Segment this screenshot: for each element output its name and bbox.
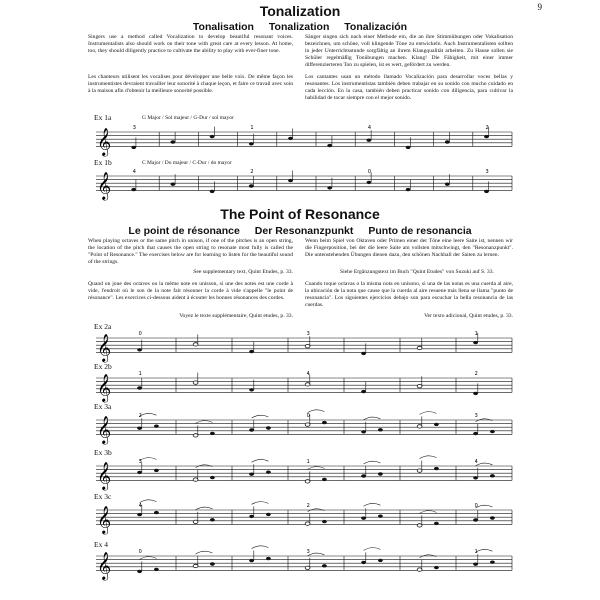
slur: [252, 415, 269, 418]
note: [137, 471, 142, 474]
page-number: 9: [537, 2, 542, 12]
note: [210, 476, 215, 479]
resonance-text-es: Cuando toque octavas o la misma nota en unísono, si una de las notas es una cuerda al aire, la ubicación de la nota que cause que la cuerda al aire resuene más llena se llama "punto de resonancia". Los siguientes ejercicios debajo son para escuchar la bella resonancia de las cuerdas.: [305, 281, 513, 308]
resonance-ref-en: See supplementary text, Quint Etudes, p. 33.: [193, 269, 293, 275]
note: [378, 428, 383, 431]
note: [361, 352, 366, 355]
fingering-number: 3: [138, 459, 142, 465]
fingering-number: 0: [474, 503, 478, 509]
slur: [140, 413, 157, 416]
example-label-1b: Ex 1b: [94, 158, 112, 167]
fingering-number: 0: [306, 413, 310, 419]
note: [367, 181, 372, 184]
slur: [476, 505, 493, 508]
note: [193, 343, 198, 346]
slur: [196, 551, 213, 554]
treble-clef-icon: 𝄞: [97, 415, 112, 444]
fingering-number: 2: [250, 169, 254, 175]
fingering-number: 1: [474, 331, 478, 337]
slur: [196, 507, 213, 510]
note: [154, 568, 159, 571]
note: [417, 469, 422, 472]
resonance-text-de: Wenn beim Spiel von Oktaven oder Primen einer der Töne eine leere Saite ist, nennen wir die Fingerposition, bei der die leere Saite am vollsten mitschwingt, den "Resonanzpunkt". Die untenstehenden Übungen dienen dazu, den schönen Nachhall der Saiten zu lernen.: [305, 238, 513, 258]
example-label-2a: Ex 2a: [94, 322, 112, 331]
note: [210, 135, 215, 138]
note: [266, 513, 271, 516]
fingering-number: 1: [306, 459, 310, 465]
note: [322, 564, 327, 567]
treble-clef-icon: 𝄞: [97, 505, 112, 534]
note: [210, 190, 215, 193]
slur: [140, 500, 157, 503]
subtitle-fr: Le point de résonance: [128, 225, 240, 237]
tonalization-text-fr: Les chanteurs utilisent les vocalises pour développer une belle voix. De même façon les instrumentistes devraient travailler leur sonorité à chaque leçon, et faire ce travail avec soin à la maison afin d'obtenir la meilleure sonorité possible.: [88, 74, 293, 94]
slur: [364, 503, 381, 506]
note: [417, 385, 422, 388]
note: [322, 478, 327, 481]
slur: [252, 502, 269, 505]
example-label-3b: Ex 3b: [94, 448, 112, 457]
fingering-number: 3: [306, 331, 310, 337]
note: [266, 557, 271, 560]
note: [327, 186, 332, 189]
fingering-number: 4: [132, 169, 136, 175]
fingering-number: 2: [306, 503, 310, 509]
note: [131, 146, 136, 149]
note: [154, 511, 159, 514]
note: [361, 430, 366, 433]
note: [266, 471, 271, 474]
note: [445, 140, 450, 143]
fingering-number: 2: [474, 371, 478, 377]
resonance-title: The Point of Resonance: [220, 206, 380, 222]
example-label-2b: Ex 2b: [94, 362, 112, 371]
note: [210, 432, 215, 435]
note: [445, 183, 450, 186]
note: [434, 467, 439, 470]
slur: [308, 467, 325, 470]
slur: [140, 458, 157, 461]
treble-clef-icon: 𝄞: [97, 373, 112, 402]
note: [193, 381, 198, 384]
note: [249, 142, 254, 145]
note: [249, 428, 254, 431]
note: [171, 140, 176, 143]
note: [490, 430, 495, 433]
note: [473, 476, 478, 479]
note: [137, 513, 142, 516]
treble-clef-icon: 𝄞: [97, 333, 112, 362]
note: [361, 561, 366, 564]
note: [327, 144, 332, 147]
note: [137, 570, 142, 573]
note: [305, 522, 310, 525]
note: [490, 474, 495, 477]
fingering-number: 0: [367, 169, 372, 175]
tonalization-title: Tonalization: [259, 3, 341, 19]
note: [193, 564, 198, 567]
note: [288, 137, 293, 140]
slur: [364, 461, 381, 464]
note: [406, 188, 411, 191]
treble-clef-icon: 𝄞: [97, 171, 112, 200]
note: [154, 469, 159, 472]
note: [154, 425, 159, 428]
note: [361, 390, 366, 393]
note: [249, 559, 254, 562]
example-desc-1b: C Major / Do majeur / C-Dur / do mayor: [142, 160, 232, 166]
note: [378, 515, 383, 518]
note: [406, 146, 411, 149]
note: [473, 563, 478, 566]
note: [490, 516, 495, 519]
fingering-number: 1: [250, 125, 254, 131]
fingering-number: 2: [138, 413, 142, 419]
treble-clef-icon: 𝄞: [97, 461, 112, 490]
fingering-number: 4: [367, 125, 372, 131]
subtitle-de: Tonalization: [268, 21, 330, 33]
note: [434, 566, 439, 569]
note: [193, 478, 198, 481]
note: [361, 474, 366, 477]
fingering-number: 2: [485, 125, 489, 131]
note: [210, 562, 215, 565]
note: [137, 427, 142, 430]
fingering-number: 3: [485, 169, 489, 175]
note: [288, 179, 293, 182]
tonalization-text-en: Singers use a method called Vocalization to develop beautiful resonant voices. Instrumentalists also should work on their tone with great care at every lesson. At home, too, they should diligently practice to cultivate the ability to play with ever-finer tone.: [88, 34, 293, 54]
slur: [364, 548, 381, 551]
example-desc-1a: G Major / Sol majeur / G-Dur / sol mayor: [142, 115, 234, 121]
note: [249, 473, 254, 476]
note: [417, 524, 422, 527]
note: [417, 346, 422, 349]
fingering-number: 3: [132, 125, 136, 131]
subtitle-fr: Tonalisation: [192, 21, 254, 33]
note: [473, 432, 478, 435]
slur: [252, 546, 269, 549]
subtitle-es: Punto de resonancia: [368, 225, 472, 237]
resonance-text-fr: Quand on joue des octaves ou la même note en unisson, si une des notes est une corde à vide, l'endroit où le son de la note fait résonner la corde à vide s'appelle "le point de résonance". Les exercices ci-dessous aident à écouter les bonnes résonances des cordes.: [88, 281, 293, 301]
note: [210, 518, 215, 521]
note: [249, 515, 254, 518]
note: [305, 423, 310, 426]
note: [305, 480, 310, 483]
note: [131, 188, 136, 191]
slur: [476, 463, 493, 466]
note: [490, 561, 495, 564]
note: [378, 559, 383, 562]
example-label-3c: Ex 3c: [94, 492, 112, 501]
note: [322, 421, 327, 424]
treble-clef-icon: 𝄞: [97, 551, 112, 580]
note: [249, 184, 254, 187]
fingering-number: 1: [138, 371, 142, 377]
fingering-number: 4: [138, 503, 142, 509]
subtitle-es: Tonalización: [344, 21, 408, 33]
slur: [364, 417, 381, 420]
note: [361, 517, 366, 520]
note: [137, 348, 142, 351]
note: [434, 522, 439, 525]
treble-clef-icon: 𝄞: [97, 127, 112, 156]
resonance-ref-fr: Voyez le texte supplémentaire, Quint etudes, p. 33.: [179, 313, 293, 319]
note: [249, 388, 254, 391]
tonalization-text-es: Los cantantes usan un método llamado Vocalización para desarrollar voces bellas y resonantes. Los instrumentistas también deben trabajar en su sonido con mucho cuidado en cada lección. En la casa, también deben practicar sonido con diligencia, para cultivar la habilidad de tocar siempre con el mejor sonido.: [305, 74, 513, 101]
fingering-number: 1: [474, 549, 478, 555]
slur: [476, 549, 493, 552]
fingering-number: 0: [138, 331, 142, 337]
resonance-ref-es: Ver texto adicional, Quint etudes, p. 33.: [424, 313, 513, 319]
note: [322, 520, 327, 523]
slur: [252, 459, 269, 462]
note: [484, 135, 489, 138]
example-label-3a: Ex 3a: [94, 402, 112, 411]
fingering-number: 4: [306, 371, 310, 377]
resonance-ref-de: Siehe Ergänzungstext im Buch "Quint Etudes" von Suzuki auf S. 33.: [340, 269, 494, 275]
resonance-text-en: When playing octaves or the same pitch in unison, if one of the pitches is an open string, the location of the pitch that causes the open string to resonate most fully is called the "Point of Resonance." The exercises below are for learning to listen for the beautiful sound of the strings.: [88, 238, 293, 265]
note: [417, 568, 422, 571]
fingering-number: 3: [474, 413, 478, 419]
slur: [420, 511, 437, 514]
tonalization-text-de: Sänger singen sich nach einer Methode ein, die an ihre Stimmübungen oder Vokalisation bezeichnen, um schöne, voll klingende Töne zu entwickeln. Auch Instrumentalisten sollten in jeder Unterrichtsstunde sorgfältig an ihrem Klangqualität arbeiten. Zu Hause sollen sie Schüler regelmäßig Tonübungen machen. Klang! Die Fähigkeit, mit einer immer differenzierteren Ton zu spielen, ist es wert, gefördert zu werden.: [305, 34, 513, 68]
note: [137, 386, 142, 389]
note: [378, 472, 383, 475]
note: [367, 139, 372, 142]
slur: [420, 456, 437, 459]
note: [484, 190, 489, 193]
note: [193, 434, 198, 437]
subtitle-de: Der Resonanzpunkt: [254, 225, 354, 237]
fingering-number: 4: [474, 459, 478, 465]
fingering-number: 0: [138, 549, 142, 555]
example-label-1a: Ex 1a: [94, 113, 112, 122]
note: [473, 392, 478, 395]
slur: [308, 410, 325, 413]
note: [249, 350, 254, 353]
slur: [196, 421, 213, 424]
note: [417, 425, 422, 428]
note: [473, 341, 478, 344]
note: [305, 345, 310, 348]
note: [266, 426, 271, 429]
note: [305, 383, 310, 386]
fingering-number: 3: [306, 549, 310, 555]
note: [434, 423, 439, 426]
note: [193, 520, 198, 523]
note: [305, 566, 310, 569]
slur: [140, 557, 157, 560]
note: [473, 518, 478, 521]
note: [171, 183, 176, 186]
example-label-4: Ex 4: [94, 540, 108, 549]
slur: [308, 553, 325, 556]
slur: [420, 412, 437, 415]
